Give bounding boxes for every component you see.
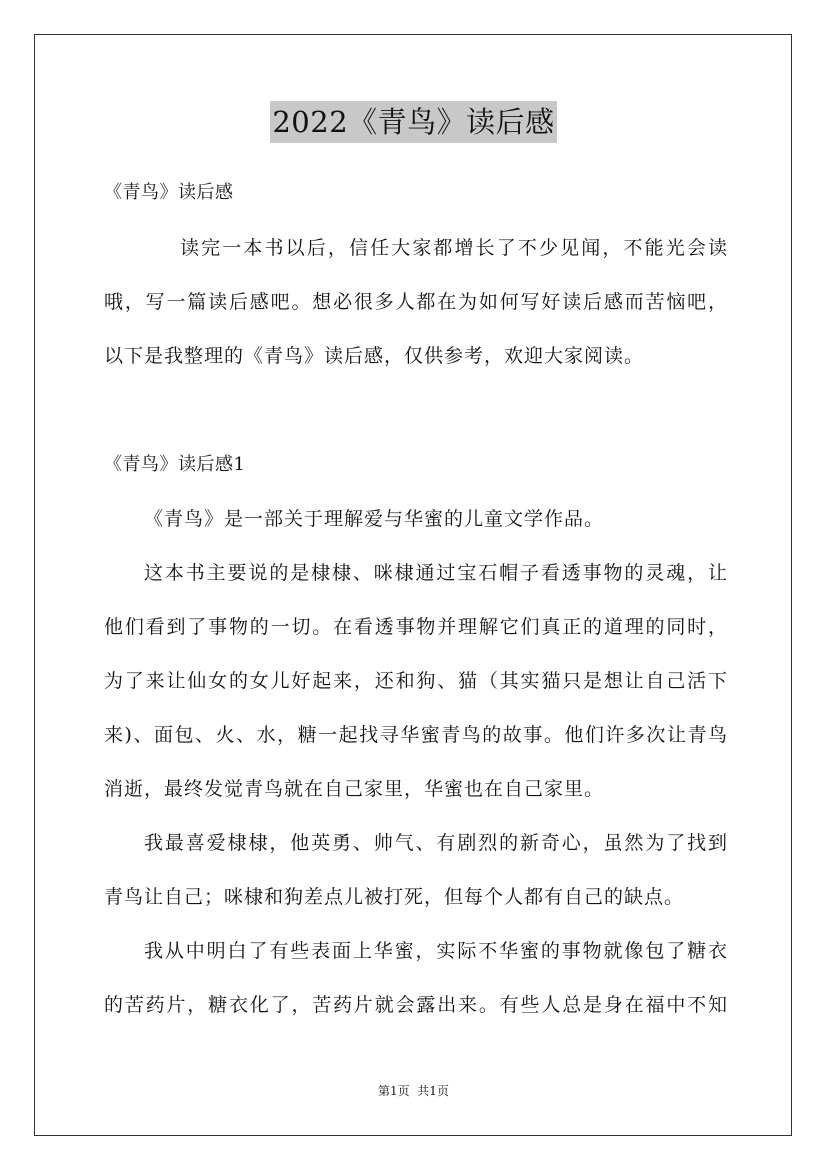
section-heading: 《青鸟》读后感1 bbox=[104, 454, 246, 475]
body-line: 的苦药片，糖衣化了，苦药片就会露出来。有些人总是身在福中不知 bbox=[104, 994, 728, 1016]
intro-line: 以下是我整理的《青鸟》读后感，仅供参考，欢迎大家阅读。 bbox=[104, 345, 645, 367]
body-line: 为了来让仙女的女儿好起来，还和狗、猫（其实猫只是想让自己活下 bbox=[104, 670, 728, 692]
body-text bbox=[104, 492, 728, 1032]
body-line: 我最喜爱棣棣，他英勇、帅气、有剧烈的新奇心，虽然为了找到 bbox=[144, 832, 728, 854]
body-line: 青鸟让自己；咪棣和狗差点儿被打死，但每个人都有自己的缺点。 bbox=[104, 886, 685, 908]
body-line: 这本书主要说的是棣棣、咪棣通过宝石帽子看透事物的灵魂，让 bbox=[144, 562, 728, 584]
body-line: 消逝，最终发觉青鸟就在自己家里，华蜜也在自己家里。 bbox=[104, 778, 605, 800]
body-line: 我从中明白了有些表面上华蜜，实际不华蜜的事物就像包了糖衣 bbox=[144, 940, 728, 962]
body-line: 来)、面包、火、水，糖一起找寻华蜜青鸟的故事。他们许多次让青鸟 bbox=[104, 724, 728, 746]
document-title: 2022《青鸟》读后感 bbox=[270, 101, 556, 143]
title-container bbox=[0, 101, 827, 143]
subheading: 《青鸟》读后感 bbox=[104, 182, 234, 203]
intro-line: 哦，写一篇读后感吧。想必很多人都在为如何写好读后感而苦恼吧， bbox=[104, 291, 728, 313]
body-line: 他们看到了事物的一切。在看透事物并理解它们真正的道理的同时， bbox=[104, 616, 728, 638]
intro-paragraph bbox=[104, 221, 728, 383]
intro-line: 读完一本书以后，信任大家都增长了不少见闻，不能光会读 bbox=[180, 237, 728, 259]
page-footer: 第1页 共1页 bbox=[378, 1084, 449, 1098]
body-line: 《青鸟》是一部关于理解爱与华蜜的儿童文学作品。 bbox=[144, 508, 605, 530]
